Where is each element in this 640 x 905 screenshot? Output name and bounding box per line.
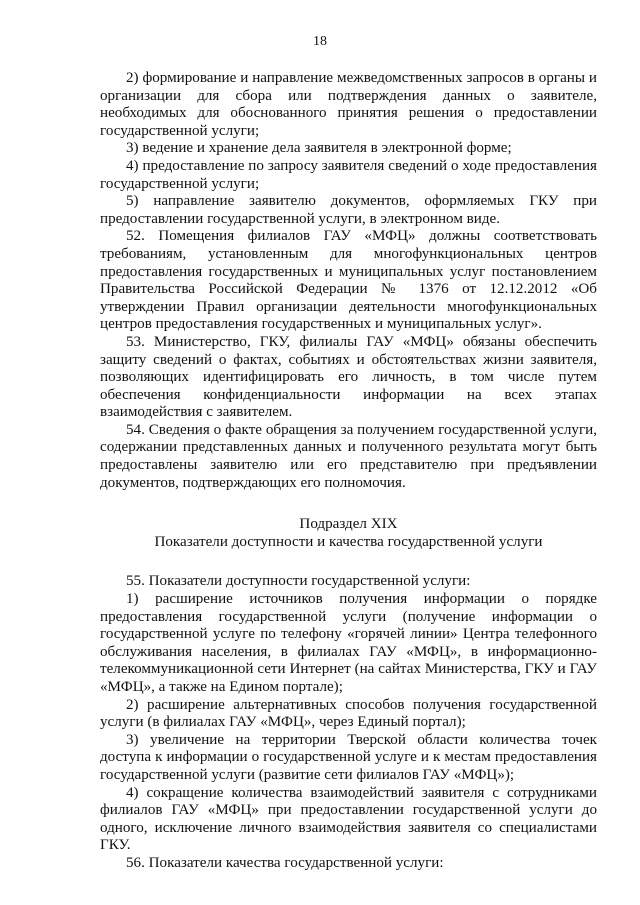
subsection-title: Показатели доступности и качества государственной услуги	[154, 533, 543, 550]
paragraph: 54. Сведения о факте обращения за получением государственной услуги, содержании представленных данных и полученного результата могут быть предоставлены заявителю или его представителю при предъявлении документов, подтверждающих его полномочия.	[100, 421, 597, 491]
paragraph: 53. Министерство, ГКУ, филиалы ГАУ «МФЦ» обязаны обеспечить защиту сведений о фактах, событиях и обстоятельствах жизни заявителя, позволяющих идентифицировать его личность, в том числе путем обеспечения конфиденциальности информации на всех этапах взаимодействия с заявителем.	[100, 333, 597, 421]
subsection-label: Подраздел XIX	[299, 516, 398, 533]
paragraph: 52. Помещения филиалов ГАУ «МФЦ» должны соответствовать требованиям, установленным для многофункциональных центров предоставления государственных и муниципальных услуг постановлением Правительства Российской Федерации № 1376 от 12.12.2012 «Об утверждении Правил организации деятельности многофункциональных центров предоставления государственных и муниципальных услуг».	[100, 228, 597, 333]
paragraph: 4) предоставление по запросу заявителя сведений о ходе предоставления государственной услуги;	[100, 157, 597, 192]
spacer	[100, 492, 597, 516]
paragraph: 55. Показатели доступности государственной услуги:	[126, 573, 471, 590]
paragraph: 3) ведение и хранение дела заявителя в электронной форме;	[126, 140, 512, 157]
paragraph: 4) сокращение количества взаимодействий заявителя с сотрудниками филиалов ГАУ «МФЦ» при предоставлении государственной услуги до одного, исключение личного взаимодействия заявителя со специалистами ГКУ.	[100, 784, 597, 854]
paragraph: 5) направление заявителю документов, оформляемых ГКУ при предоставлении государственной услуги, в электронном виде.	[100, 193, 597, 227]
paragraph: 56. Показатели качества государственной услуги:	[126, 854, 444, 871]
spacer	[100, 551, 597, 573]
paragraph: 3) увеличение на территории Тверской области количества точек доступа к информации о государственной услуге и к местам предоставления государственной услуги (развитие сети филиалов ГАУ «МФЦ»);	[100, 731, 597, 783]
paragraph: 2) формирование и направление межведомственных запросов в органы и организации для сбора или подтверждения данных о заявителе, необходимых для обоснованного принятия решения о предоставлении государственной услуги;	[100, 70, 597, 139]
paragraph: 2) расширение альтернативных способов получения государственной услуги (в филиалах ГАУ «МФЦ», через Единый портал);	[100, 696, 597, 731]
page-number: 18	[313, 34, 327, 49]
paragraph: 1) расширение источников получения информации о порядке предоставления государственной услуги (получение информации о государственной услуге по телефону «горячей линии» Центра телефонного обслуживания населения, в филиалах ГАУ «МФЦ», в информационно-телекоммуникационной сети Интернет (на сайтах Министерства, ГКУ и ГАУ «МФЦ», а также на Едином портале);	[100, 591, 597, 695]
document-body	[100, 70, 597, 873]
